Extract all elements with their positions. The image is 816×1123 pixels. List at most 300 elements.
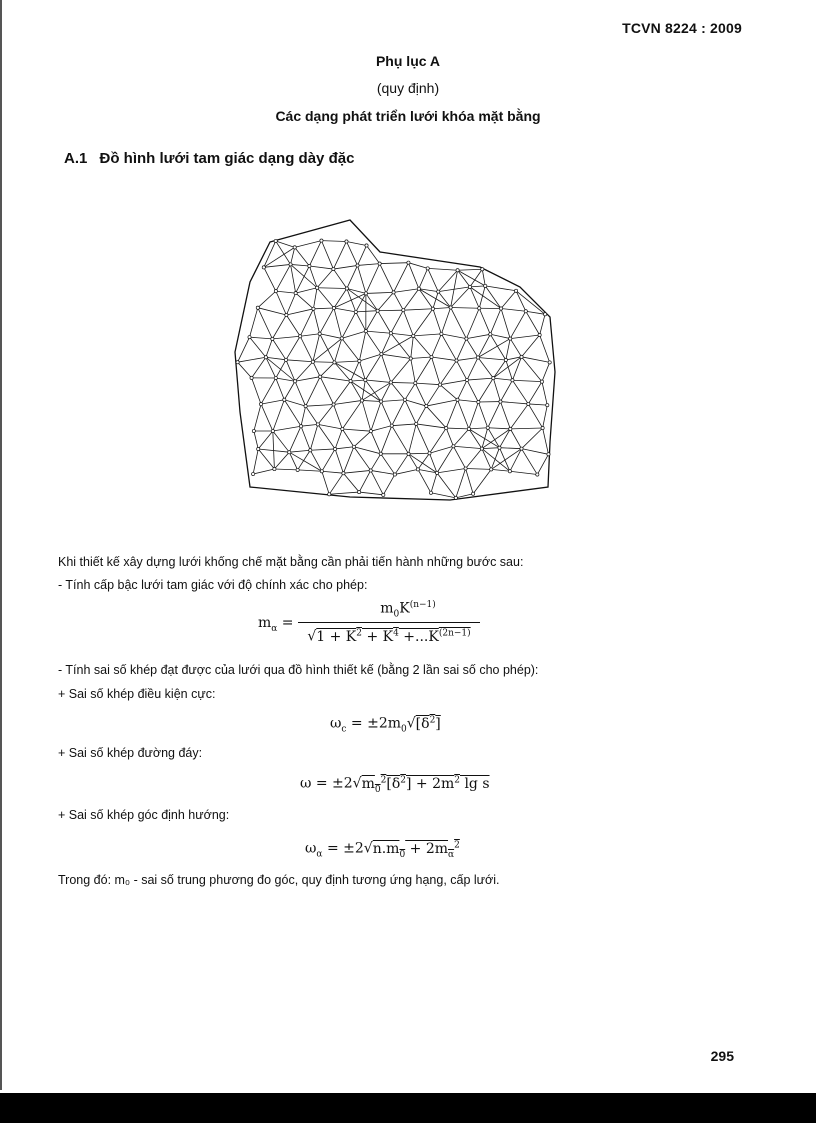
network-edge: [501, 308, 510, 338]
network-node: [257, 447, 260, 450]
network-edge: [380, 263, 409, 264]
network-edge: [432, 334, 442, 357]
network-edge: [266, 339, 273, 357]
network-edge: [470, 286, 485, 287]
network-edge: [366, 264, 380, 294]
network-edge: [320, 334, 342, 339]
network-edge: [313, 288, 317, 309]
network-node: [431, 307, 434, 310]
network-node: [403, 398, 406, 401]
network-edge: [432, 357, 441, 385]
network-node: [478, 307, 481, 310]
network-edge: [510, 449, 522, 472]
network-node: [248, 336, 251, 339]
item-baseline: + Sai số khép đường đáy:: [58, 746, 203, 760]
network-node: [524, 310, 527, 313]
network-edge: [273, 431, 289, 452]
step-1-text: - Tính cấp bậc lưới tam giác với độ chính xác cho phép:: [58, 578, 368, 592]
network-edge: [358, 264, 380, 266]
network-edge: [500, 380, 512, 401]
network-edge: [528, 404, 542, 428]
network-edge: [433, 309, 441, 334]
network-edge: [313, 309, 319, 334]
network-edge: [391, 333, 411, 358]
network-edge: [485, 286, 501, 309]
network-edge: [415, 357, 431, 383]
network-node: [392, 291, 395, 294]
network-edge: [272, 336, 300, 339]
network-node: [430, 355, 433, 358]
network-edge: [266, 357, 276, 378]
network-edge: [333, 265, 357, 269]
network-edge: [381, 336, 413, 354]
network-edge: [289, 426, 301, 452]
network-edge: [358, 245, 367, 265]
network-edge: [342, 429, 354, 447]
network-edge: [408, 263, 427, 269]
network-edge: [493, 378, 512, 380]
network-edge: [499, 429, 510, 448]
network-edge: [478, 357, 506, 360]
network-node: [376, 309, 379, 312]
network-edge: [458, 270, 470, 287]
section-title: Đồ hình lưới tam giác dạng dày đặc: [99, 150, 355, 167]
network-node: [299, 425, 302, 428]
network-edge: [276, 360, 286, 378]
network-node: [271, 337, 274, 340]
network-edge: [318, 424, 335, 449]
network-node: [499, 307, 502, 310]
network-edge: [446, 428, 469, 429]
network-node: [452, 445, 455, 448]
network-edge: [493, 378, 500, 401]
network-node: [320, 470, 323, 473]
network-edge: [510, 335, 539, 339]
network-node: [476, 356, 479, 359]
network-edge: [261, 378, 276, 404]
network-node: [456, 269, 459, 272]
network-edge: [411, 358, 416, 383]
network-node: [465, 378, 468, 381]
network-node: [252, 429, 255, 432]
network-edge: [320, 334, 335, 363]
network-node: [520, 447, 523, 450]
network-node: [498, 446, 501, 449]
network-node: [256, 306, 259, 309]
network-edge: [466, 469, 492, 470]
network-edge: [351, 381, 362, 400]
network-edge: [313, 362, 320, 377]
network-edge: [438, 292, 450, 308]
network-edge: [343, 470, 370, 473]
network-node: [407, 452, 410, 455]
network-edge: [453, 429, 468, 446]
network-node: [477, 400, 480, 403]
network-node: [437, 290, 440, 293]
network-edge: [276, 241, 295, 247]
network-edge: [440, 380, 467, 385]
network-node: [492, 377, 495, 380]
network-edge: [273, 426, 301, 431]
network-edge: [469, 429, 500, 448]
network-node: [345, 287, 348, 290]
network-edge: [467, 378, 493, 380]
network-edge: [522, 428, 543, 449]
network-edge: [342, 429, 371, 431]
network-edge: [359, 470, 371, 492]
network-edge: [258, 291, 276, 308]
network-edge: [457, 339, 467, 361]
network-node: [360, 399, 363, 402]
network-edge: [473, 469, 491, 493]
network-edge: [458, 400, 479, 402]
network-edge: [366, 292, 394, 293]
triangulation-network-figure: [230, 212, 560, 512]
network-edge: [310, 424, 318, 450]
network-node: [390, 424, 393, 427]
network-edge: [334, 404, 343, 429]
network-node: [425, 404, 428, 407]
network-node: [358, 359, 361, 362]
network-node: [318, 332, 321, 335]
network-node: [472, 492, 475, 495]
network-node: [467, 427, 470, 430]
network-edge: [416, 406, 426, 424]
network-edge: [320, 377, 350, 381]
network-edge: [254, 431, 258, 449]
network-edge: [493, 360, 506, 378]
network-edge: [335, 429, 342, 449]
network-edge: [501, 291, 516, 309]
network-edge: [512, 380, 541, 381]
network-edge: [415, 383, 426, 406]
network-node: [332, 306, 335, 309]
network-node: [294, 292, 297, 295]
network-node: [538, 333, 541, 336]
network-edge: [478, 378, 493, 402]
network-node: [509, 337, 512, 340]
network-edge: [286, 309, 313, 315]
network-node: [284, 358, 287, 361]
network-node: [311, 360, 314, 363]
network-edge: [284, 381, 295, 399]
network-edge: [540, 314, 545, 335]
network-node: [490, 468, 493, 471]
network-edge: [543, 428, 549, 454]
formula-baseline-closure: $\omega = \pm 2√m_0^2[\delta^2] + 2m^2$ lg s: [300, 775, 490, 795]
standard-code: TCVN 8224 : 2009: [622, 20, 742, 36]
network-edge: [501, 308, 526, 311]
network-node: [455, 359, 458, 362]
network-edge: [469, 402, 478, 429]
network-node: [541, 426, 544, 429]
network-edge: [320, 362, 334, 376]
network-edge: [391, 358, 411, 382]
network-edge: [366, 311, 378, 331]
network-node: [345, 240, 348, 243]
network-node: [382, 493, 385, 496]
network-edge: [286, 315, 300, 336]
network-node: [428, 452, 431, 455]
network-node: [296, 468, 299, 471]
network-edge: [238, 357, 266, 362]
network-node: [356, 264, 359, 267]
network-edge: [366, 331, 391, 333]
network-edge: [491, 469, 510, 471]
network-edge: [466, 469, 474, 494]
network-edge: [419, 289, 451, 308]
network-edge: [258, 308, 273, 339]
network-edge: [250, 337, 266, 357]
network-node: [333, 361, 336, 364]
network-edge: [286, 360, 313, 362]
network-edge: [522, 449, 549, 455]
network-edge: [416, 424, 429, 453]
network-node: [402, 309, 405, 312]
network-edge: [252, 357, 266, 378]
network-node: [273, 467, 276, 470]
network-edge: [254, 404, 261, 431]
network-edge: [261, 400, 284, 404]
intro-text: Khi thiết kế xây dựng lưới khống chế mặt bằng cần phải tiến hành những bước sau:: [58, 555, 524, 569]
network-edge: [296, 288, 317, 293]
network-edge: [378, 311, 391, 334]
network-edge: [467, 357, 478, 380]
network-node: [454, 496, 457, 499]
network-node: [426, 267, 429, 270]
network-edge: [405, 400, 416, 424]
network-edge: [510, 429, 521, 449]
network-edge: [264, 267, 276, 291]
network-node: [293, 380, 296, 383]
network-edge: [366, 331, 382, 354]
network-edge: [488, 428, 511, 429]
network-edge: [371, 454, 381, 471]
network-node: [379, 452, 382, 455]
network-edge: [321, 241, 333, 269]
network-edge: [238, 337, 250, 362]
network-edge: [485, 286, 516, 291]
network-edge: [426, 406, 446, 428]
network-edge: [395, 469, 418, 474]
network-node: [520, 355, 523, 358]
formula-azimuth-closure: $\omega_\alpha = \pm 2√n.m_0 + 2m_\alpha^2$: [305, 840, 460, 860]
network-edge: [342, 400, 362, 429]
network-node: [378, 262, 381, 265]
network-edge: [446, 400, 457, 428]
network-edge: [261, 404, 273, 431]
network-node: [480, 447, 483, 450]
network-node: [393, 473, 396, 476]
network-node: [340, 337, 343, 340]
network-edge: [409, 424, 417, 454]
network-edge: [409, 453, 430, 454]
network-edge: [258, 431, 273, 449]
network-edge: [392, 400, 405, 426]
network-node: [315, 286, 318, 289]
network-edge: [451, 308, 467, 339]
network-edge: [306, 404, 334, 406]
network-node: [342, 472, 345, 475]
network-edge: [258, 449, 274, 469]
network-node: [508, 470, 511, 473]
network-node: [379, 400, 382, 403]
network-edge: [322, 449, 335, 471]
network-edge: [371, 431, 381, 454]
network-edge: [334, 308, 356, 312]
network-edge: [300, 334, 320, 337]
network-edge: [320, 377, 333, 405]
network-node: [364, 292, 367, 295]
network-edge: [272, 315, 286, 339]
network-node: [449, 306, 452, 309]
network-node: [288, 451, 291, 454]
network-node: [354, 310, 357, 313]
network-edge: [359, 492, 383, 495]
network-node: [527, 402, 530, 405]
network-edge: [469, 429, 482, 449]
network-edge: [506, 339, 510, 360]
network-edge: [274, 469, 297, 470]
network-edge: [381, 402, 392, 426]
network-edge: [351, 380, 366, 381]
network-node: [320, 239, 323, 242]
network-node: [349, 380, 352, 383]
network-edge: [276, 241, 291, 264]
network-node: [380, 353, 383, 356]
network-edge: [431, 473, 437, 493]
network-node: [468, 285, 471, 288]
formula-grade-accuracy: $m_\alpha$ = $m_0K^{(n-1)}$ $√1 + K^2 + K^4 +...K^{(2n-1)}$: [258, 600, 498, 654]
network-node: [332, 403, 335, 406]
network-edge: [296, 293, 314, 309]
network-edge: [347, 265, 358, 288]
network-node: [274, 290, 277, 293]
network-node: [319, 375, 322, 378]
step-2-text: - Tính sai số khép đạt được của lưới qua đồ hình thiết kế (bằng 2 lần sai số cho phép):: [58, 663, 539, 677]
network-edge: [366, 293, 378, 310]
network-edge: [499, 448, 509, 472]
network-edge: [466, 449, 482, 469]
network-edge: [426, 400, 457, 406]
network-edge: [252, 378, 261, 404]
network-edge: [343, 473, 359, 492]
network-edge: [506, 360, 513, 380]
network-node: [407, 261, 410, 264]
network-edge: [391, 382, 405, 399]
network-edge: [411, 357, 432, 358]
page-number: 295: [710, 1048, 734, 1064]
network-edge: [440, 385, 457, 400]
network-edge: [510, 428, 542, 429]
network-edge: [392, 424, 416, 426]
network-edge: [329, 473, 343, 494]
network-edge: [289, 450, 310, 452]
network-node: [316, 423, 319, 426]
network-edge: [437, 473, 456, 498]
network-node: [415, 422, 418, 425]
network-edge: [317, 288, 334, 308]
network-edge: [457, 357, 479, 360]
network-edge: [359, 331, 365, 361]
network-edge: [433, 308, 451, 309]
network-edge: [456, 469, 466, 498]
network-node: [252, 472, 255, 475]
network-edge: [437, 469, 466, 473]
network-edge: [490, 334, 506, 360]
network-edge: [405, 400, 426, 406]
network-node: [464, 467, 467, 470]
network-edge: [488, 402, 501, 428]
network-edge: [318, 404, 334, 424]
network-edge: [381, 426, 392, 454]
appendix-type: (quy định): [376, 80, 440, 96]
network-node: [274, 239, 277, 242]
network-edge: [408, 263, 418, 289]
network-edge: [395, 454, 409, 475]
network-edge: [286, 293, 295, 315]
network-edge: [358, 265, 366, 293]
network-edge: [394, 292, 404, 310]
network-edge: [499, 448, 521, 449]
network-node: [389, 332, 392, 335]
network-edge: [428, 268, 439, 291]
network-edge: [500, 402, 528, 404]
network-node: [262, 266, 265, 269]
network-edge: [334, 308, 342, 338]
network-node: [511, 379, 514, 382]
network-node: [548, 361, 551, 364]
network-edge: [441, 334, 466, 339]
network-edge: [543, 405, 548, 428]
network-node: [416, 468, 419, 471]
network-edge: [365, 380, 390, 382]
network-edge: [371, 470, 395, 474]
network-node: [504, 358, 507, 361]
network-edge: [512, 380, 528, 404]
network-edge: [466, 339, 478, 358]
network-edge: [441, 308, 450, 334]
network-edge: [433, 292, 438, 309]
network-edge: [295, 247, 310, 266]
network-edge: [419, 268, 428, 288]
appendix-subtitle: Các dạng phát triển lưới khóa mặt bằng: [275, 108, 541, 124]
network-node: [293, 246, 296, 249]
network-edge: [365, 380, 381, 402]
network-edge: [334, 338, 341, 362]
network-edge: [458, 380, 467, 400]
network-edge: [409, 454, 418, 470]
network-edge: [298, 450, 311, 470]
network-edge: [415, 383, 440, 385]
network-edge: [362, 400, 371, 431]
network-edge: [273, 400, 284, 431]
network-edge: [381, 400, 405, 402]
network-edge: [478, 357, 493, 378]
network-node: [438, 383, 441, 386]
network-edge: [418, 469, 431, 492]
network-edge: [298, 470, 322, 471]
network-edge: [510, 311, 526, 338]
network-edge: [318, 424, 342, 429]
network-edge: [238, 362, 252, 378]
network-edge: [411, 336, 414, 359]
network-edge: [291, 264, 310, 266]
network-node: [486, 426, 489, 429]
network-edge: [490, 308, 501, 334]
network-node: [412, 334, 415, 337]
network-edge: [371, 470, 384, 494]
